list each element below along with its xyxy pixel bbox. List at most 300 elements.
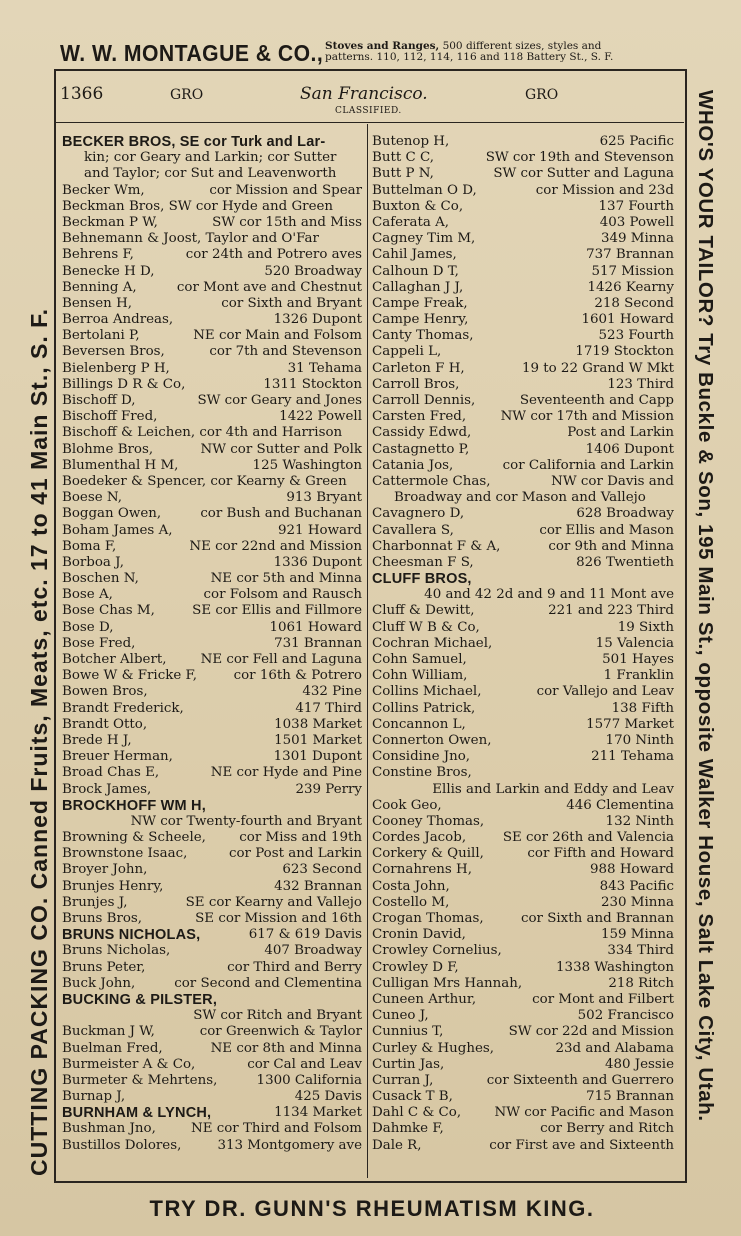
entry-address: NW cor 17th and Mission	[500, 409, 674, 425]
top-ad-firm: W. W. MONTAGUE & CO.,	[60, 40, 324, 66]
entry-address: cor California and Larkin	[502, 457, 674, 473]
entry-address: 446 Clementina	[566, 797, 674, 813]
directory-entry	[62, 425, 362, 441]
left-margin-ad-text: CUTTING PACKING CO. Canned Fruits, Meats, etc. 17 to 41 Main St., S. F.	[26, 307, 52, 1176]
entry-name: Blohme Bros,	[62, 441, 154, 457]
directory-entry	[62, 895, 362, 911]
directory-entry	[62, 992, 362, 1008]
entry-address: 520 Broadway	[264, 263, 362, 279]
entry-name: Bose A,	[62, 587, 113, 603]
entry-name: Cluff & Dewitt,	[372, 603, 475, 619]
top-ad-line1-lead: Stoves and Ranges,	[325, 40, 440, 52]
entry-name: Campe Freak,	[372, 295, 468, 311]
entry-address: NW cor Pacific and Mason	[494, 1105, 674, 1121]
entry-name: Campe Henry,	[372, 312, 469, 328]
entry-name: Charbonnat F & A,	[372, 538, 501, 554]
entry-address: cor Berry and Ritch	[540, 1121, 674, 1137]
directory-entry	[62, 134, 362, 150]
classified-label: CLASSIFIED.	[335, 106, 402, 116]
entry-address: 826 Twentieth	[576, 554, 674, 570]
entry-address: 1406 Dupont	[585, 441, 674, 457]
entry-name: Boedeker & Spencer, cor Kearny & Green	[62, 473, 347, 489]
directory-entry	[372, 895, 674, 911]
directory-entry	[372, 814, 674, 830]
directory-entry	[372, 183, 674, 199]
directory-entry	[372, 442, 674, 458]
entry-name: Butenop H,	[372, 134, 450, 149]
entry-name: Benecke H D,	[62, 263, 155, 279]
entry-address: 1577 Market	[586, 716, 674, 732]
directory-entry	[372, 668, 674, 684]
entry-address: 313 Montgomery ave	[217, 1137, 362, 1153]
directory-entry	[372, 1073, 674, 1089]
directory-entry	[62, 603, 362, 619]
entry-name: Berroa Andreas,	[62, 312, 174, 328]
directory-entry	[62, 1073, 362, 1089]
top-ad-details	[325, 41, 705, 63]
entry-address: 137 Fourth	[598, 198, 674, 214]
entry-name: Bertolani P,	[62, 328, 140, 344]
entry-name: Cahil James,	[372, 247, 457, 263]
entry-name: Cheesman F S,	[372, 554, 474, 570]
entry-name: Culligan Mrs Hannah,	[372, 975, 523, 991]
entry-name: Curtin Jas,	[372, 1056, 445, 1072]
entry-address: 132 Ninth	[605, 813, 674, 829]
entry-name: Brownstone Isaac,	[62, 846, 188, 862]
directory-entry	[62, 280, 362, 296]
entry-address: cor Post and Larkin	[229, 846, 362, 862]
entry-address: 432 Brannan	[274, 878, 362, 894]
directory-entry	[372, 296, 674, 312]
entry-name: Concannon L,	[372, 716, 466, 732]
entry-name: Cappeli L,	[372, 344, 442, 360]
entry-address: 218 Second	[594, 295, 674, 311]
directory-entry	[62, 1105, 362, 1121]
directory-entry	[62, 312, 362, 328]
entry-name: Calhoun D T,	[372, 263, 459, 279]
directory-entry	[372, 571, 674, 587]
directory-entry	[372, 927, 674, 943]
entry-address: 501 Hayes	[602, 652, 674, 667]
entry-name: Cuneen Arthur,	[372, 991, 477, 1007]
entry-address: 211 Tehama	[591, 749, 674, 765]
entry-name: Canty Thomas,	[372, 328, 474, 344]
entry-address: 230 Minna	[600, 894, 674, 910]
entry-address: cor Sixth and Bryant	[221, 295, 362, 311]
directory-entry	[372, 231, 674, 247]
entry-name: Bowe W & Fricke F,	[62, 668, 197, 684]
directory-entry	[372, 1138, 674, 1154]
column-divider	[367, 124, 368, 1178]
entry-address: cor Miss and 19th	[239, 830, 362, 846]
entry-name: Cuneo J,	[372, 1008, 429, 1024]
directory-entry	[372, 846, 674, 862]
entry-address: NW cor Davis and	[551, 473, 674, 489]
directory-entry	[62, 684, 362, 700]
entry-address: 1601 Howard	[581, 312, 674, 328]
entry-name: Blumenthal H M,	[62, 457, 179, 473]
entry-address: SW cor 19th and Stevenson	[485, 150, 674, 166]
entry-name: Buelman Fred,	[62, 1040, 163, 1056]
directory-entry	[62, 620, 362, 636]
entry-name: Cooney Thomas,	[372, 813, 485, 829]
entry-address: cor First ave and Sixteenth	[489, 1137, 674, 1153]
directory-entry	[62, 862, 362, 878]
entry-name: Carroll Bros,	[372, 376, 460, 392]
header-rule	[55, 122, 684, 123]
directory-entry	[62, 328, 362, 344]
entry-name: BECKER BROS, SE cor Turk and Lar-	[62, 134, 326, 150]
directory-entry	[372, 636, 674, 652]
entry-name: BURNHAM & LYNCH,	[62, 1105, 212, 1122]
directory-entry	[372, 377, 674, 393]
entry-name: BUCKING & PILSTER,	[62, 991, 218, 1008]
entry-address: 432 Pine	[302, 684, 362, 700]
entry-name: Cavallera S,	[372, 522, 454, 538]
entry-address: 1301 Dupont	[273, 749, 362, 765]
directory-entry	[372, 280, 674, 296]
directory-entry	[62, 150, 362, 166]
directory-entry	[62, 1024, 362, 1040]
directory-entry	[372, 328, 674, 344]
entry-name: Becker Wm,	[62, 182, 145, 198]
directory-entry	[62, 539, 362, 555]
entry-name: Castagnetto P,	[372, 441, 470, 457]
entry-address: 19 Sixth	[617, 619, 674, 635]
top-advertisement	[60, 38, 700, 68]
page-number: 1366	[60, 84, 104, 104]
entry-name: Boggan Owen,	[62, 506, 162, 522]
entry-name: Bischoff D,	[62, 393, 136, 408]
entry-name: Cronin David,	[372, 927, 466, 943]
entry-address: cor Sixth and Brannan	[520, 911, 674, 926]
entry-address: 221 and 223 Third	[548, 603, 674, 619]
entry-address: 334 Third	[607, 943, 674, 959]
entry-address: cor Folsom and Rausch	[203, 587, 362, 603]
entry-address: SW cor 22d and Mission	[508, 1024, 674, 1040]
entry-address: 715 Brannan	[586, 1089, 674, 1105]
entry-name: Costello M,	[372, 894, 450, 910]
entry-name: Dale R,	[372, 1137, 422, 1153]
directory-entry	[372, 1008, 674, 1024]
entry-name: Behnemann & Joost, Taylor and O'Far	[62, 231, 319, 247]
directory-entry	[372, 523, 674, 539]
entry-name: Bischoff & Leichen, cor 4th and Harrison	[62, 425, 343, 441]
entry-name: Butt C C,	[372, 150, 435, 166]
entry-address: NE cor Hyde and Pine	[210, 765, 362, 781]
directory-entry	[62, 943, 362, 959]
entry-address: cor 7th and Stevenson	[209, 344, 362, 360]
directory-entry	[372, 458, 674, 474]
directory-entry	[372, 717, 674, 733]
entry-name: Broadway and cor Mason and Vallejo	[394, 490, 646, 506]
entry-name: Bose Fred,	[62, 635, 136, 651]
entry-address: 1061 Howard	[269, 619, 362, 635]
directory-entry	[372, 215, 674, 231]
entry-name: Bowen Bros,	[62, 684, 148, 700]
directory-entry	[372, 960, 674, 976]
directory-entry	[372, 684, 674, 700]
entry-name: Broyer John,	[62, 862, 148, 878]
entry-name: Cornahrens H,	[372, 862, 472, 878]
entry-name: Bose D,	[62, 619, 114, 635]
entry-name: Cagney Tim M,	[372, 231, 476, 247]
entry-address: SW cor Geary and Jones	[197, 393, 362, 408]
entry-address: 1 Franklin	[603, 668, 674, 684]
entry-address: 403 Powell	[599, 214, 674, 230]
entry-name: Behrens F,	[62, 247, 134, 263]
entry-address: 1501 Market	[274, 732, 362, 748]
entry-address: 1300 California	[256, 1072, 362, 1088]
entry-name: Boschen N,	[62, 571, 139, 587]
entry-address: cor 9th and Minna	[548, 538, 674, 554]
entry-address: cor 16th & Potrero	[233, 668, 362, 684]
directory-entry	[372, 911, 674, 927]
left-column	[62, 134, 362, 1174]
entry-address: SE cor Kearny and Vallejo	[185, 894, 362, 910]
entry-address: 843 Pacific	[599, 878, 674, 894]
directory-entry	[62, 393, 362, 409]
entry-address: 417 Third	[295, 700, 362, 716]
directory-entry	[372, 264, 674, 280]
entry-address: cor Third and Berry	[227, 959, 362, 975]
entry-name: Cassidy Edwd,	[372, 425, 472, 441]
directory-entry	[62, 830, 362, 846]
entry-address: NE cor 22nd and Mission	[189, 538, 362, 554]
directory-entry	[372, 992, 674, 1008]
entry-name: and Taylor; cor Sut and Leavenworth	[84, 166, 337, 182]
directory-entry	[372, 879, 674, 895]
directory-entry	[372, 1024, 674, 1040]
entry-address: 425 Davis	[294, 1089, 362, 1105]
entry-name: Buckman J W,	[62, 1024, 155, 1040]
entry-name: Cohn Samuel,	[372, 652, 467, 667]
directory-entry	[62, 927, 362, 943]
entry-name: Catania Jos,	[372, 457, 454, 473]
entry-address: 239 Perry	[295, 781, 362, 797]
entry-address: 31 Tehama	[287, 360, 362, 376]
entry-name: Brunjes Henry,	[62, 878, 164, 894]
entry-address: NE cor 8th and Minna	[210, 1040, 362, 1056]
entry-address: 123 Third	[607, 376, 674, 392]
entry-name: Cunnius T,	[372, 1024, 444, 1040]
entry-name: Bielenberg P H,	[62, 360, 170, 376]
directory-entry	[372, 166, 674, 182]
directory-entry	[62, 814, 362, 830]
entry-address: NE cor Main and Folsom	[193, 328, 362, 344]
right-margin-ad-text: WHO'S YOUR TAILOR? Try Buckle & Son, 195 Main St., opposite Walker House, Salt Lake City, Utah.	[694, 90, 717, 1122]
entry-name: Cook Geo,	[372, 797, 442, 813]
entry-name: Brunjes J,	[62, 894, 128, 910]
directory-entry	[372, 393, 674, 409]
directory-entry	[372, 749, 674, 765]
directory-entry	[372, 150, 674, 166]
entry-name: Cavagnero D,	[372, 506, 465, 522]
directory-entry	[372, 782, 674, 798]
entry-name: Bruns Bros,	[62, 911, 143, 926]
entry-name: Brandt Frederick,	[62, 700, 184, 716]
entry-name: Ellis and Larkin and Eddy and Leav	[432, 781, 674, 797]
entry-address: 15 Valencia	[595, 635, 674, 651]
directory-entry	[62, 377, 362, 393]
entry-address: NW cor Sutter and Polk	[200, 441, 362, 457]
directory-entry	[62, 199, 362, 215]
directory-entry	[62, 166, 362, 182]
directory-entry	[372, 1089, 674, 1105]
entry-name: Bruns Peter,	[62, 959, 146, 975]
directory-entry	[62, 798, 362, 814]
entry-address: cor Mission and 23d	[535, 182, 674, 198]
entry-address: SE cor Mission and 16th	[195, 911, 362, 926]
directory-entry	[62, 911, 362, 927]
directory-entry	[62, 247, 362, 263]
left-margin-advertisement	[5, 100, 52, 1200]
directory-entry	[372, 1105, 674, 1121]
entry-name: Crowley D F,	[372, 959, 459, 975]
directory-entry	[62, 442, 362, 458]
entry-name: Crogan Thomas,	[372, 911, 484, 926]
directory-entry	[62, 765, 362, 781]
entry-address: NE cor 5th and Minna	[210, 571, 362, 587]
directory-entry	[372, 701, 674, 717]
directory-entry	[62, 409, 362, 425]
directory-entry	[372, 830, 674, 846]
entry-name: Crowley Cornelius,	[372, 943, 502, 959]
entry-name: Callaghan J J,	[372, 279, 464, 295]
entry-address: 349 Minna	[600, 231, 674, 247]
entry-address: 731 Brannan	[274, 635, 362, 651]
entry-address: 1426 Kearny	[587, 279, 674, 295]
directory-entry	[62, 344, 362, 360]
entry-name: Bischoff Fred,	[62, 409, 158, 425]
entry-address: 625 Pacific	[599, 134, 674, 149]
directory-entry	[62, 474, 362, 490]
directory-entry	[372, 344, 674, 360]
entry-address: 1311 Stockton	[263, 376, 362, 392]
directory-entry	[62, 976, 362, 992]
entry-name: 40 and 42 2d and 9 and 11 Mont ave	[424, 587, 674, 603]
entry-address: Post and Larkin	[567, 425, 674, 441]
entry-address: cor Vallejo and Leav	[536, 684, 674, 700]
directory-entry	[372, 652, 674, 668]
entry-address: 159 Minna	[600, 927, 674, 943]
directory-entry	[372, 506, 674, 522]
directory-entry	[372, 765, 674, 781]
entry-address: 628 Broadway	[576, 506, 674, 522]
directory-entry	[372, 587, 674, 603]
entry-address: cor Mont and Filbert	[532, 991, 674, 1007]
entry-address: NE cor Fell and Laguna	[200, 652, 362, 667]
entry-name: Buttelman O D,	[372, 182, 477, 198]
entry-name: Burmeter & Mehrtens,	[62, 1072, 218, 1088]
entry-address: 125 Washington	[252, 457, 362, 473]
entry-address: 1326 Dupont	[273, 312, 362, 328]
guide-word-left: GRO	[170, 87, 204, 103]
directory-entry	[372, 798, 674, 814]
entry-name: Cohn William,	[372, 668, 468, 684]
directory-entry	[372, 247, 674, 263]
entry-address: cor Mont ave and Chestnut	[176, 279, 362, 295]
directory-entry	[62, 701, 362, 717]
entry-name: Brandt Otto,	[62, 716, 148, 732]
directory-entry	[62, 587, 362, 603]
entry-address: 218 Ritch	[608, 975, 674, 991]
entry-address: 737 Brannan	[586, 247, 674, 263]
directory-entry	[372, 976, 674, 992]
entry-name: Browning & Scheele,	[62, 830, 206, 846]
entry-name: Bensen H,	[62, 295, 133, 311]
entry-address: 480 Jessie	[604, 1056, 674, 1072]
right-margin-advertisement	[688, 90, 736, 1190]
entry-name: Boese N,	[62, 490, 122, 506]
entry-name: Beversen Bros,	[62, 344, 165, 360]
directory-entry	[372, 312, 674, 328]
entry-address: cor Sixteenth and Guerrero	[486, 1072, 674, 1088]
entry-address: 407 Broadway	[264, 943, 362, 959]
entry-name: Borboa J,	[62, 554, 125, 570]
directory-entry	[62, 506, 362, 522]
entry-name: Broad Chas E,	[62, 765, 160, 781]
entry-name: Beckman Bros, SW cor Hyde and Green	[62, 198, 334, 214]
entry-address: cor Bush and Buchanan	[200, 506, 362, 522]
entry-name: Billings D R & Co,	[62, 376, 186, 392]
entry-address: SW cor 15th and Miss	[212, 214, 362, 230]
entry-name: Cusack T B,	[372, 1089, 453, 1105]
entry-address: 913 Bryant	[286, 490, 362, 506]
entry-address: 623 Second	[282, 862, 362, 878]
entry-name: Carleton F H,	[372, 360, 465, 376]
entry-name: Bushman Jno,	[62, 1121, 156, 1137]
entry-address: 1338 Washington	[556, 959, 674, 975]
directory-entry	[62, 1138, 362, 1154]
directory-entry	[62, 1089, 362, 1105]
entry-address: 1719 Stockton	[575, 344, 674, 360]
directory-entry	[62, 523, 362, 539]
entry-name: Bustillos Dolores,	[62, 1137, 182, 1153]
entry-name: Buck John,	[62, 975, 136, 991]
entry-address: 170 Ninth	[605, 732, 674, 748]
page-header	[60, 84, 678, 120]
entry-name: Burmeister A & Co,	[62, 1056, 196, 1072]
entry-address: 517 Mission	[591, 263, 674, 279]
directory-entry	[372, 943, 674, 959]
entry-name: SW cor Ritch and Bryant	[193, 1008, 362, 1024]
directory-entry	[62, 183, 362, 199]
directory-entry	[62, 361, 362, 377]
directory-entry	[62, 1008, 362, 1024]
directory-entry	[372, 361, 674, 377]
entry-name: Bose Chas M,	[62, 603, 155, 619]
entry-name: Caferata A,	[372, 214, 450, 230]
entry-name: Boma F,	[62, 538, 117, 554]
entry-name: Curley & Hughes,	[372, 1040, 495, 1056]
entry-name: Benning A,	[62, 279, 137, 295]
entry-name: Cattermole Chas,	[372, 473, 491, 489]
directory-entry	[62, 458, 362, 474]
entry-name: Burnap J,	[62, 1089, 126, 1105]
entry-address: 1038 Market	[274, 716, 362, 732]
entry-name: Bruns Nicholas,	[62, 943, 171, 959]
entry-address: cor Ellis and Mason	[539, 522, 674, 538]
directory-entry	[62, 749, 362, 765]
entry-address: cor Fifth and Howard	[527, 846, 674, 862]
entry-name: Cochran Michael,	[372, 635, 493, 651]
entry-name: Corkery & Quill,	[372, 846, 484, 862]
entry-name: Collins Michael,	[372, 684, 482, 700]
entry-name: Breuer Herman,	[62, 749, 173, 765]
entry-name: Dahl C & Co,	[372, 1105, 462, 1121]
entry-address: 502 Francisco	[577, 1008, 674, 1024]
